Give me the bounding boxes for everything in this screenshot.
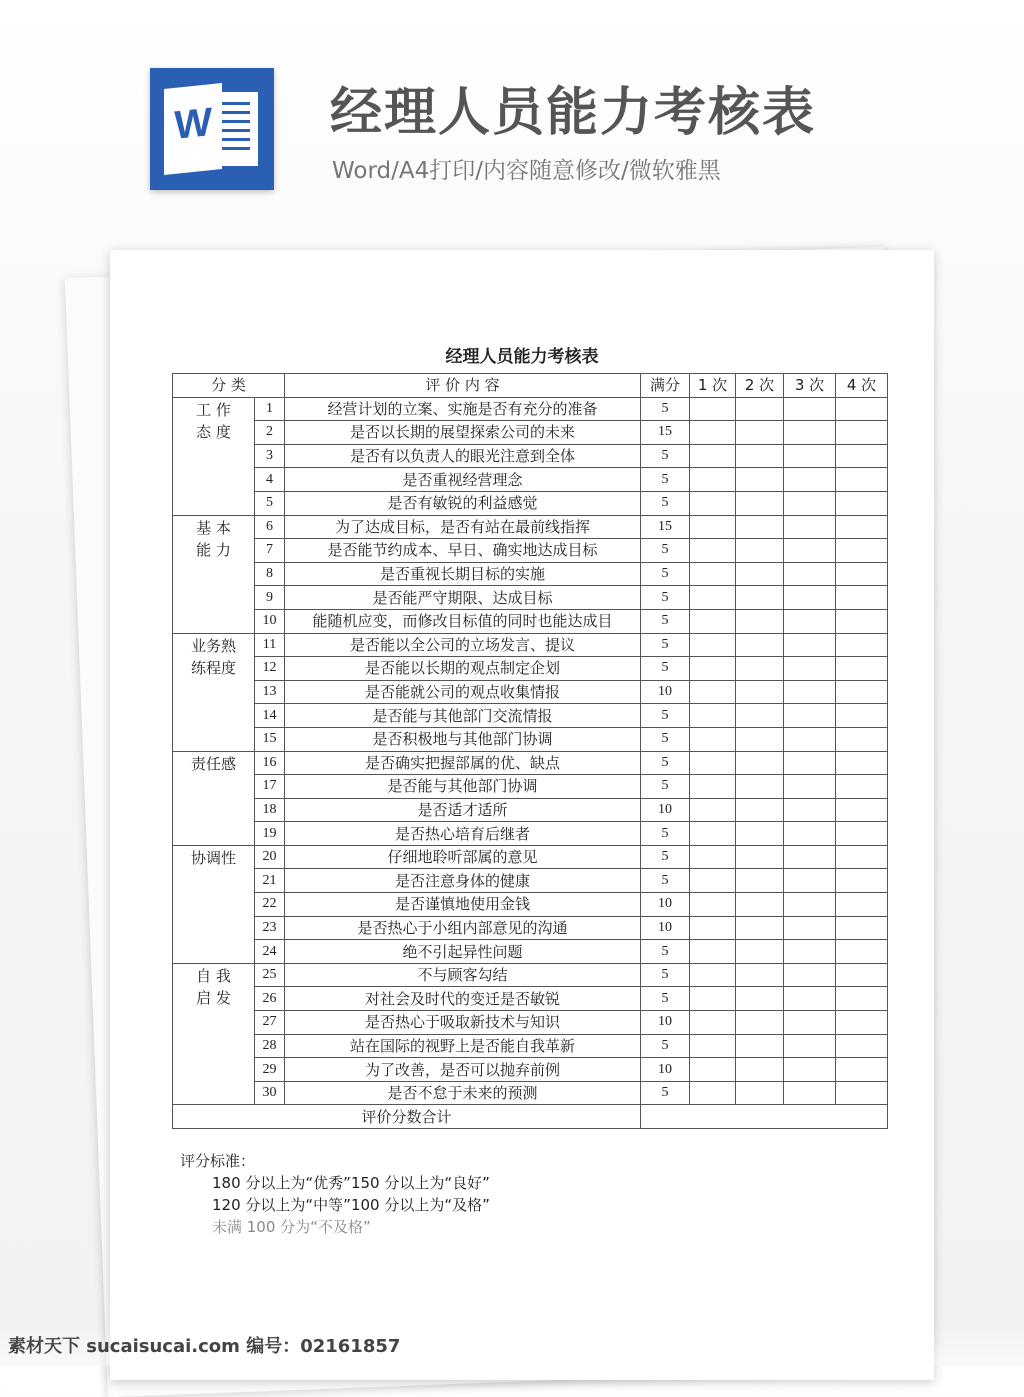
category-cell <box>173 751 255 845</box>
table-row <box>173 468 888 492</box>
watermark-bar <box>0 1326 1024 1365</box>
header-content: 评 价 内 容 <box>285 374 641 398</box>
table-row <box>173 586 888 610</box>
round-4-score-cell[interactable] <box>836 539 888 563</box>
round-2-score-cell[interactable] <box>736 539 784 563</box>
table-row <box>173 562 888 586</box>
item-number: 5 <box>255 491 285 515</box>
round-1-score-cell[interactable] <box>690 680 736 704</box>
round-3-score-cell[interactable] <box>784 916 836 940</box>
item-number: 10 <box>255 609 285 633</box>
item-full-score: 5 <box>641 397 690 421</box>
category-label: 自 我 <box>196 966 231 985</box>
evaluation-table <box>172 373 888 1129</box>
round-1-score-cell[interactable] <box>690 869 736 893</box>
item-content: 是否注意身体的健康 <box>285 869 641 893</box>
table-row <box>173 680 888 704</box>
item-full-score: 5 <box>641 633 690 657</box>
round-2-score-cell[interactable] <box>736 798 784 822</box>
category-label: 能 力 <box>196 540 231 559</box>
item-full-score: 10 <box>641 893 690 917</box>
round-1-score-cell[interactable] <box>690 421 736 445</box>
table-row <box>173 1011 888 1035</box>
table-row <box>173 775 888 799</box>
item-content: 为了改善，是否可以抛弃前例 <box>285 1058 641 1082</box>
category-label: 启 发 <box>196 988 231 1007</box>
item-full-score: 5 <box>641 845 690 869</box>
round-3-score-cell[interactable] <box>784 468 836 492</box>
round-2-score-cell[interactable] <box>736 609 784 633</box>
table-body <box>173 397 888 1105</box>
round-4-score-cell[interactable] <box>836 468 888 492</box>
item-number: 14 <box>255 704 285 728</box>
item-full-score: 10 <box>641 798 690 822</box>
round-4-score-cell[interactable] <box>836 798 888 822</box>
item-number: 25 <box>255 963 285 987</box>
round-4-score-cell[interactable] <box>836 704 888 728</box>
item-full-score: 5 <box>641 491 690 515</box>
round-2-score-cell[interactable] <box>736 491 784 515</box>
item-number: 4 <box>255 468 285 492</box>
round-3-score-cell[interactable] <box>784 562 836 586</box>
item-full-score: 5 <box>641 727 690 751</box>
total-value-cell <box>641 1105 888 1129</box>
item-full-score: 5 <box>641 562 690 586</box>
item-full-score: 5 <box>641 609 690 633</box>
page-title: 经理人员能力考核表 <box>330 83 817 143</box>
item-content: 是否不怠于未来的预测 <box>285 1081 641 1105</box>
item-number: 15 <box>255 727 285 751</box>
round-1-score-cell[interactable] <box>690 893 736 917</box>
item-content: 是否热心培育后继者 <box>285 822 641 846</box>
criteria-heading: 评分标准： <box>180 1152 256 1170</box>
item-full-score: 5 <box>641 468 690 492</box>
round-2-score-cell[interactable] <box>736 963 784 987</box>
round-4-score-cell[interactable] <box>836 869 888 893</box>
round-1-score-cell[interactable] <box>690 397 736 421</box>
round-2-score-cell[interactable] <box>736 397 784 421</box>
item-full-score: 5 <box>641 822 690 846</box>
round-2-score-cell[interactable] <box>736 869 784 893</box>
item-full-score: 5 <box>641 963 690 987</box>
round-4-score-cell[interactable] <box>836 845 888 869</box>
item-content: 是否积极地与其他部门协调 <box>285 727 641 751</box>
item-number: 6 <box>255 515 285 539</box>
round-3-score-cell[interactable] <box>784 727 836 751</box>
table-row <box>173 845 888 869</box>
round-4-score-cell[interactable] <box>836 562 888 586</box>
round-1-score-cell[interactable] <box>690 822 736 846</box>
item-content: 是否能与其他部门交流情报 <box>285 704 641 728</box>
item-number: 3 <box>255 444 285 468</box>
item-content: 仔细地聆听部属的意见 <box>285 845 641 869</box>
item-content: 是否能以全公司的立场发言、提议 <box>285 633 641 657</box>
item-number: 13 <box>255 680 285 704</box>
table-row <box>173 940 888 964</box>
round-1-score-cell[interactable] <box>690 751 736 775</box>
round-1-score-cell[interactable] <box>690 539 736 563</box>
table-row <box>173 916 888 940</box>
round-4-score-cell[interactable] <box>836 421 888 445</box>
round-3-score-cell[interactable] <box>784 845 836 869</box>
round-3-score-cell[interactable] <box>784 1011 836 1035</box>
round-4-score-cell[interactable] <box>836 727 888 751</box>
header-round-4: 4 次 <box>836 374 888 398</box>
item-full-score: 5 <box>641 775 690 799</box>
round-3-score-cell[interactable] <box>784 1081 836 1105</box>
category-label: 基 本 <box>196 518 231 537</box>
item-full-score: 5 <box>641 586 690 610</box>
item-content: 是否能节约成本、早日、确实地达成目标 <box>285 539 641 563</box>
item-number: 29 <box>255 1058 285 1082</box>
table-row <box>173 657 888 681</box>
item-content: 是否能就公司的观点收集情报 <box>285 680 641 704</box>
item-full-score: 5 <box>641 444 690 468</box>
word-letter: W <box>174 100 212 148</box>
category-label: 态 度 <box>196 422 231 441</box>
round-2-score-cell[interactable] <box>736 444 784 468</box>
item-content: 是否以长期的展望探索公司的未来 <box>285 421 641 445</box>
round-4-score-cell[interactable] <box>836 963 888 987</box>
table-row <box>173 397 888 421</box>
item-content: 是否有敏锐的利益感觉 <box>285 491 641 515</box>
table-row <box>173 491 888 515</box>
item-number: 22 <box>255 893 285 917</box>
item-content: 站在国际的视野上是否能自我革新 <box>285 1034 641 1058</box>
round-2-score-cell[interactable] <box>736 727 784 751</box>
round-2-score-cell[interactable] <box>736 845 784 869</box>
round-2-score-cell[interactable] <box>736 633 784 657</box>
round-2-score-cell[interactable] <box>736 515 784 539</box>
round-2-score-cell[interactable] <box>736 586 784 610</box>
table-row <box>173 987 888 1011</box>
round-4-score-cell[interactable] <box>836 609 888 633</box>
round-4-score-cell[interactable] <box>836 491 888 515</box>
round-4-score-cell[interactable] <box>836 822 888 846</box>
table-row <box>173 751 888 775</box>
round-1-score-cell[interactable] <box>690 987 736 1011</box>
scoring-criteria <box>180 1150 490 1238</box>
round-2-score-cell[interactable] <box>736 1081 784 1105</box>
item-number: 17 <box>255 775 285 799</box>
item-full-score: 5 <box>641 869 690 893</box>
table-row <box>173 515 888 539</box>
item-full-score: 5 <box>641 539 690 563</box>
item-full-score: 15 <box>641 421 690 445</box>
round-3-score-cell[interactable] <box>784 586 836 610</box>
table-row <box>173 893 888 917</box>
item-number: 8 <box>255 562 285 586</box>
item-content: 是否确实把握部属的优、缺点 <box>285 751 641 775</box>
item-full-score: 10 <box>641 916 690 940</box>
round-2-score-cell[interactable] <box>736 680 784 704</box>
table-row <box>173 963 888 987</box>
round-3-score-cell[interactable] <box>784 444 836 468</box>
round-1-score-cell[interactable] <box>690 586 736 610</box>
round-2-score-cell[interactable] <box>736 1011 784 1035</box>
round-2-score-cell[interactable] <box>736 987 784 1011</box>
table-row <box>173 444 888 468</box>
round-3-score-cell[interactable] <box>784 869 836 893</box>
item-number: 21 <box>255 869 285 893</box>
table-row <box>173 609 888 633</box>
total-label: 评价分数合计 <box>173 1105 641 1129</box>
round-1-score-cell[interactable] <box>690 491 736 515</box>
item-number: 11 <box>255 633 285 657</box>
item-content: 是否重视经营理念 <box>285 468 641 492</box>
item-number: 16 <box>255 751 285 775</box>
item-number: 7 <box>255 539 285 563</box>
category-label: 责任感 <box>190 754 236 773</box>
item-content: 是否热心于吸取新技术与知识 <box>285 1011 641 1035</box>
item-full-score: 5 <box>641 987 690 1011</box>
round-1-score-cell[interactable] <box>690 515 736 539</box>
round-2-score-cell[interactable] <box>736 775 784 799</box>
round-4-score-cell[interactable] <box>836 633 888 657</box>
round-3-score-cell[interactable] <box>784 704 836 728</box>
criteria-line: 120 分以上为“中等”100 分以上为“及格” <box>212 1196 490 1214</box>
item-full-score: 5 <box>641 940 690 964</box>
header-category: 分 类 <box>173 374 285 398</box>
round-1-score-cell[interactable] <box>690 1081 736 1105</box>
round-3-score-cell[interactable] <box>784 421 836 445</box>
round-3-score-cell[interactable] <box>784 940 836 964</box>
round-2-score-cell[interactable] <box>736 1034 784 1058</box>
round-2-score-cell[interactable] <box>736 751 784 775</box>
table-row <box>173 539 888 563</box>
round-1-score-cell[interactable] <box>690 845 736 869</box>
item-content: 是否能以长期的观点制定企划 <box>285 657 641 681</box>
round-2-score-cell[interactable] <box>736 421 784 445</box>
round-4-score-cell[interactable] <box>836 1011 888 1035</box>
round-3-score-cell[interactable] <box>784 515 836 539</box>
item-content: 是否有以负责人的眼光注意到全体 <box>285 444 641 468</box>
table-row <box>173 822 888 846</box>
round-1-score-cell[interactable] <box>690 657 736 681</box>
round-1-score-cell[interactable] <box>690 1034 736 1058</box>
round-2-score-cell[interactable] <box>736 704 784 728</box>
category-cell <box>173 963 255 1105</box>
round-1-score-cell[interactable] <box>690 775 736 799</box>
item-full-score: 5 <box>641 1034 690 1058</box>
round-3-score-cell[interactable] <box>784 1034 836 1058</box>
item-content: 对社会及时代的变迁是否敏锐 <box>285 987 641 1011</box>
word-letter-plate <box>164 83 222 175</box>
table-row <box>173 1081 888 1105</box>
item-number: 19 <box>255 822 285 846</box>
total-row <box>173 1105 888 1129</box>
round-1-score-cell[interactable] <box>690 1011 736 1035</box>
item-content: 是否热心于小组内部意见的沟通 <box>285 916 641 940</box>
round-1-score-cell[interactable] <box>690 704 736 728</box>
category-cell <box>173 515 255 633</box>
item-number: 1 <box>255 397 285 421</box>
watermark-text: 素材天下 sucaisucai.com 编号：02161857 <box>8 1336 401 1357</box>
item-content: 是否重视长期目标的实施 <box>285 562 641 586</box>
round-3-score-cell[interactable] <box>784 893 836 917</box>
item-content: 经营计划的立案、实施是否有充分的准备 <box>285 397 641 421</box>
round-3-score-cell[interactable] <box>784 798 836 822</box>
round-4-score-cell[interactable] <box>836 1081 888 1105</box>
item-number: 12 <box>255 657 285 681</box>
table-row <box>173 1058 888 1082</box>
item-number: 24 <box>255 940 285 964</box>
category-label: 练程度 <box>190 658 236 677</box>
item-full-score: 10 <box>641 680 690 704</box>
round-2-score-cell[interactable] <box>736 822 784 846</box>
item-content: 为了达成目标，是否有站在最前线指挥 <box>285 515 641 539</box>
round-1-score-cell[interactable] <box>690 562 736 586</box>
round-3-score-cell[interactable] <box>784 657 836 681</box>
round-4-score-cell[interactable] <box>836 916 888 940</box>
round-1-score-cell[interactable] <box>690 798 736 822</box>
round-1-score-cell[interactable] <box>690 609 736 633</box>
category-cell <box>173 633 255 751</box>
round-3-score-cell[interactable] <box>784 987 836 1011</box>
round-1-score-cell[interactable] <box>690 468 736 492</box>
round-4-score-cell[interactable] <box>836 515 888 539</box>
round-1-score-cell[interactable] <box>690 1058 736 1082</box>
round-3-score-cell[interactable] <box>784 491 836 515</box>
item-content: 能随机应变，而修改目标值的同时也能达成目 <box>285 609 641 633</box>
round-2-score-cell[interactable] <box>736 893 784 917</box>
round-1-score-cell[interactable] <box>690 940 736 964</box>
round-4-score-cell[interactable] <box>836 444 888 468</box>
item-number: 2 <box>255 421 285 445</box>
criteria-line: 未满 100 分为“不及格” <box>212 1218 371 1236</box>
category-cell <box>173 845 255 963</box>
round-4-score-cell[interactable] <box>836 1058 888 1082</box>
item-content: 是否适才适所 <box>285 798 641 822</box>
header-round-1: 1 次 <box>690 374 736 398</box>
item-number: 9 <box>255 586 285 610</box>
item-number: 28 <box>255 1034 285 1058</box>
document-page <box>110 250 934 1380</box>
round-4-score-cell[interactable] <box>836 657 888 681</box>
round-1-score-cell[interactable] <box>690 444 736 468</box>
round-2-score-cell[interactable] <box>736 940 784 964</box>
header-round-3: 3 次 <box>784 374 836 398</box>
header-round-2: 2 次 <box>736 374 784 398</box>
item-full-score: 10 <box>641 1058 690 1082</box>
round-4-score-cell[interactable] <box>836 940 888 964</box>
round-3-score-cell[interactable] <box>784 397 836 421</box>
round-3-score-cell[interactable] <box>784 822 836 846</box>
item-number: 30 <box>255 1081 285 1105</box>
round-3-score-cell[interactable] <box>784 680 836 704</box>
category-label: 业务熟 <box>190 636 236 655</box>
item-number: 18 <box>255 798 285 822</box>
round-4-score-cell[interactable] <box>836 586 888 610</box>
criteria-line: 180 分以上为“优秀”150 分以上为“良好” <box>212 1174 490 1192</box>
round-3-score-cell[interactable] <box>784 633 836 657</box>
round-2-score-cell[interactable] <box>736 468 784 492</box>
document-title: 经理人员能力考核表 <box>445 347 599 367</box>
round-4-score-cell[interactable] <box>836 751 888 775</box>
round-4-score-cell[interactable] <box>836 680 888 704</box>
round-1-score-cell[interactable] <box>690 727 736 751</box>
round-1-score-cell[interactable] <box>690 916 736 940</box>
item-content: 不与顾客勾结 <box>285 963 641 987</box>
item-full-score: 5 <box>641 751 690 775</box>
page-subtitle: Word/A4打印/内容随意修改/微软雅黑 <box>332 158 721 184</box>
item-full-score: 10 <box>641 1011 690 1035</box>
round-4-score-cell[interactable] <box>836 893 888 917</box>
table-row <box>173 869 888 893</box>
item-full-score: 15 <box>641 515 690 539</box>
round-3-score-cell[interactable] <box>784 539 836 563</box>
item-content: 是否能与其他部门协调 <box>285 775 641 799</box>
table-row <box>173 798 888 822</box>
table-header-row <box>173 374 888 398</box>
item-full-score: 5 <box>641 704 690 728</box>
word-app-icon <box>150 68 274 190</box>
round-2-score-cell[interactable] <box>736 1058 784 1082</box>
table-row <box>173 421 888 445</box>
round-3-score-cell[interactable] <box>784 609 836 633</box>
item-content: 是否能严守期限、达成目标 <box>285 586 641 610</box>
item-full-score: 5 <box>641 657 690 681</box>
round-2-score-cell[interactable] <box>736 562 784 586</box>
round-4-score-cell[interactable] <box>836 987 888 1011</box>
round-3-score-cell[interactable] <box>784 963 836 987</box>
round-4-score-cell[interactable] <box>836 775 888 799</box>
item-number: 23 <box>255 916 285 940</box>
category-cell <box>173 397 255 515</box>
item-number: 27 <box>255 1011 285 1035</box>
round-2-score-cell[interactable] <box>736 916 784 940</box>
category-label: 工 作 <box>196 400 231 419</box>
category-label: 协调性 <box>190 848 236 867</box>
round-3-score-cell[interactable] <box>784 1058 836 1082</box>
round-2-score-cell[interactable] <box>736 657 784 681</box>
round-1-score-cell[interactable] <box>690 633 736 657</box>
item-number: 20 <box>255 845 285 869</box>
round-3-score-cell[interactable] <box>784 751 836 775</box>
round-4-score-cell[interactable] <box>836 397 888 421</box>
item-content: 绝不引起异性问题 <box>285 940 641 964</box>
table-row <box>173 1034 888 1058</box>
table-row <box>173 704 888 728</box>
item-number: 26 <box>255 987 285 1011</box>
round-1-score-cell[interactable] <box>690 963 736 987</box>
item-content: 是否谨慎地使用金钱 <box>285 893 641 917</box>
round-4-score-cell[interactable] <box>836 1034 888 1058</box>
table-row <box>173 633 888 657</box>
round-3-score-cell[interactable] <box>784 775 836 799</box>
header-full-score: 满分 <box>641 374 690 398</box>
table-row <box>173 727 888 751</box>
item-full-score: 5 <box>641 1081 690 1105</box>
